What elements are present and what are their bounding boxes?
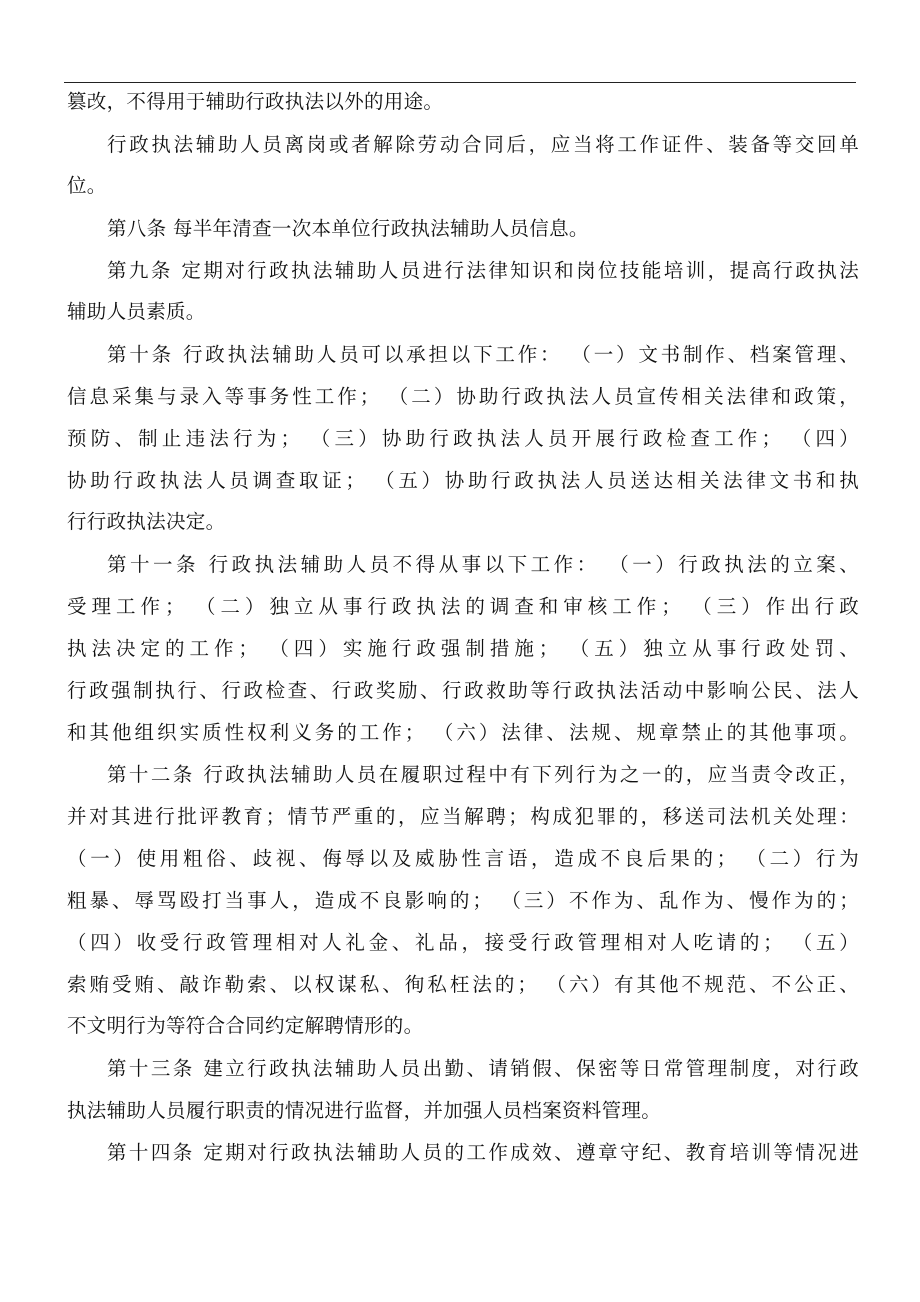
text-line: 篡改，不得用于辅助行政执法以外的用途。 (67, 90, 444, 113)
text-line: 执法决定的工作； （四）实施行政强制措施； （五）独立从事行政处罚、 (67, 637, 859, 660)
text-line: 执法辅助人员履行职责的情况进行监督，并加强人员档案资料管理。 (67, 1099, 662, 1122)
text-line: 索贿受贿、敲诈勒索、以权谋私、徇私枉法的； （六）有其他不规范、不公正、 (67, 973, 859, 996)
text-line: 辅助人员素质。 (67, 300, 206, 323)
text-line: 和其他组织实质性权利义务的工作； （六）法律、法规、规章禁止的其他事项。 (67, 721, 859, 744)
text-line: 不文明行为等符合合同约定解聘情形的。 (67, 1014, 424, 1037)
text-line: 行政强制执行、行政检查、行政奖励、行政救助等行政执法活动中影响公民、法人 (67, 679, 859, 702)
header-rule (64, 82, 856, 83)
text-line: 行行政执法决定。 (67, 510, 226, 533)
text-line: 受理工作； （二）独立从事行政执法的调查和审核工作； （三）作出行政 (67, 595, 859, 618)
text-line: 第十二条 行政执法辅助人员在履职过程中有下列行为之一的，应当责令改正， (107, 763, 859, 786)
text-line: 第十条 行政执法辅助人员可以承担以下工作： （一）文书制作、档案管理、 (107, 343, 859, 366)
text-line: （一）使用粗俗、歧视、侮辱以及威胁性言语，造成不良后果的； （二）行为 (67, 847, 859, 870)
text-line: 信息采集与录入等事务性工作； （二）协助行政执法人员宣传相关法律和政策， (67, 385, 859, 408)
text-line: 第十三条 建立行政执法辅助人员出勤、请销假、保密等日常管理制度，对行政 (107, 1057, 859, 1080)
text-line: 第十四条 定期对行政执法辅助人员的工作成效、遵章守纪、教育培训等情况进 (107, 1141, 859, 1164)
text-line: 粗暴、辱骂殴打当事人，造成不良影响的； （三）不作为、乱作为、慢作为的； (67, 889, 859, 912)
text-line: 第十一条 行政执法辅助人员不得从事以下工作： （一）行政执法的立案、 (107, 553, 859, 576)
text-line: （四）收受行政管理相对人礼金、礼品，接受行政管理相对人吃请的； （五） (67, 931, 859, 954)
text-line: 第八条 每半年清查一次本单位行政执法辅助人员信息。 (107, 217, 589, 240)
text-line: 位。 (67, 174, 107, 197)
text-line: 并对其进行批评教育；情节严重的，应当解聘；构成犯罪的，移送司法机关处理： (67, 805, 859, 828)
text-line: 预防、制止违法行为； （三）协助行政执法人员开展行政检查工作； （四） (67, 427, 859, 450)
text-line: 第九条 定期对行政执法辅助人员进行法律知识和岗位技能培训，提高行政执法 (107, 259, 859, 282)
text-line: 协助行政执法人员调查取证； （五）协助行政执法人员送达相关法律文书和执 (67, 469, 859, 492)
text-line: 行政执法辅助人员离岗或者解除劳动合同后，应当将工作证件、装备等交回单 (107, 133, 859, 156)
